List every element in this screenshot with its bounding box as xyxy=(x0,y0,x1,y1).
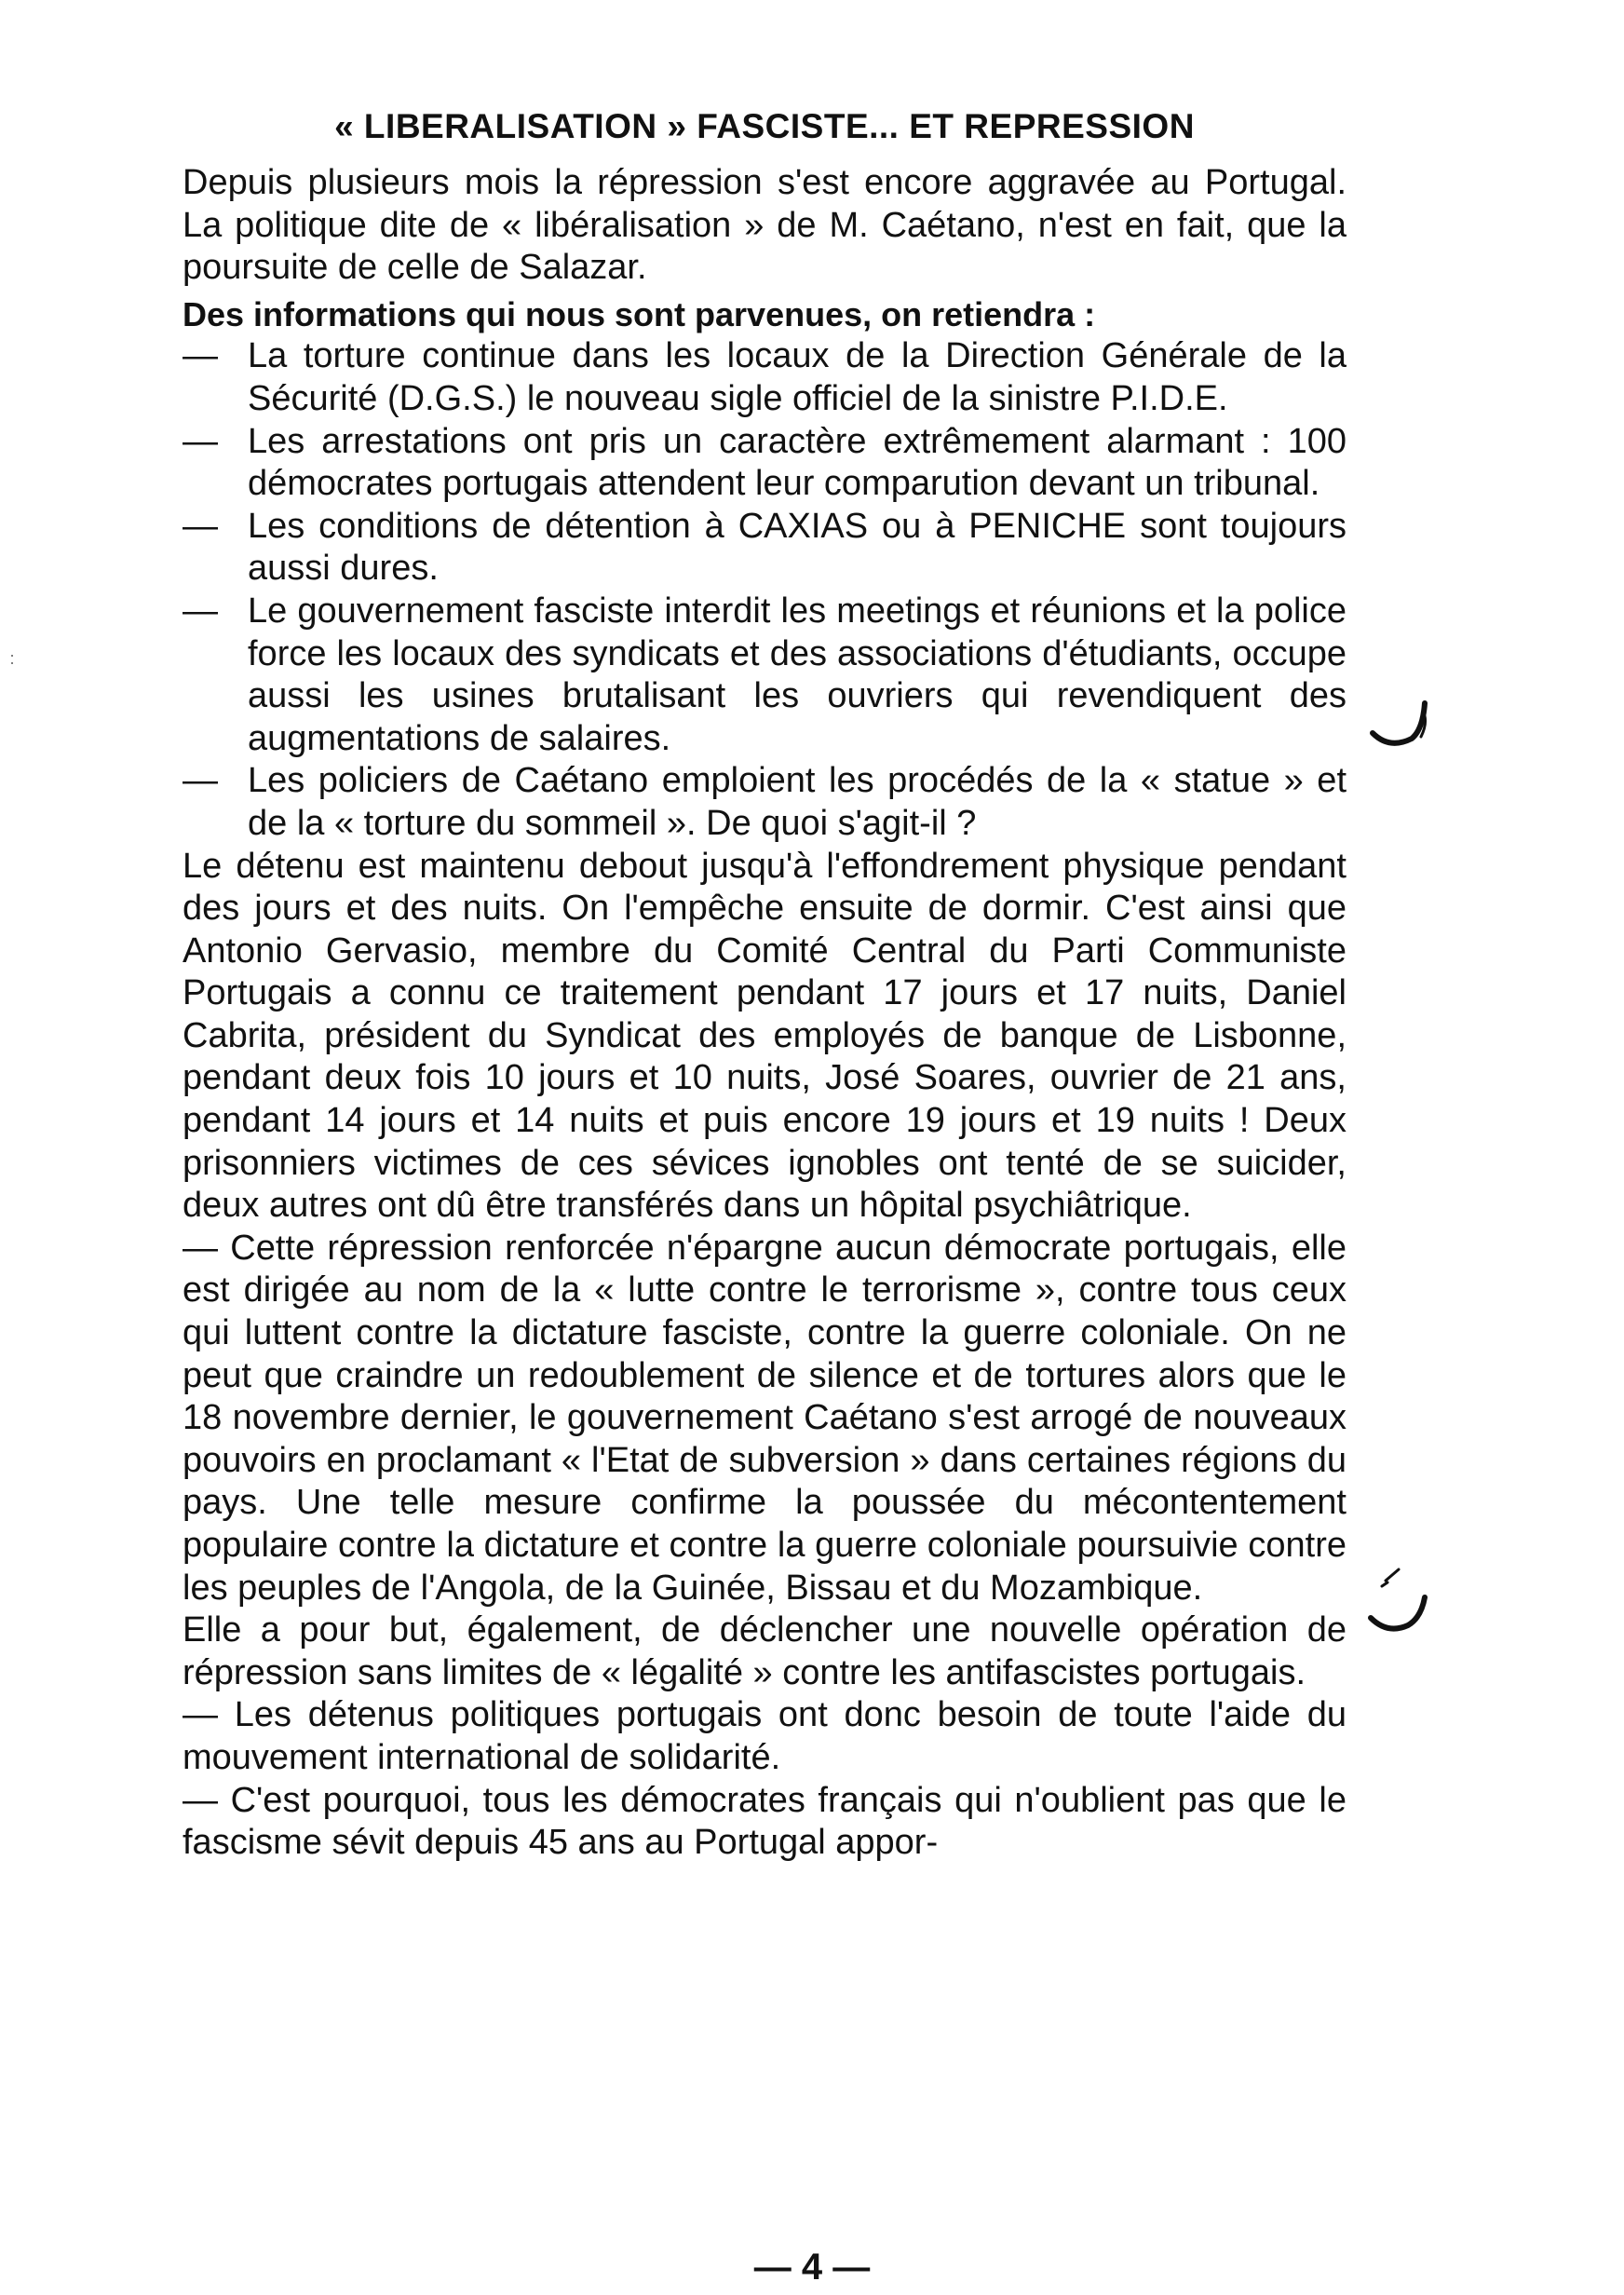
goal-paragraph: Elle a pour but, également, de déclencher une nouvelle opération de répression sans limites de « légalité » contre les antifascistes portugais. xyxy=(183,1610,1347,1692)
testimony-paragraph: Le détenu est maintenu debout jusqu'à l'effondrement physique pendant des jours et des nuits. On l'empêche ensuite de dormir. C'est ainsi que Antonio Gervasio, membre du Comité Central du Parti Communiste Portugais a connu ce traitement pendant 17 jours et 17 nuits, Daniel Cabrita, président du Syndicat des employés de banque de Lisbonne, pendant deux fois 10 jours et 10 nuits, José Soares, ouvrier de 21 ans, pendant 14 jours et 14 nuits et puis encore 19 jours et 19 nuits ! Deux prisonniers victimes de ces sévices ignobles ont tenté de se suicider, deux autres ont dû être transférés dans un hôpital psychiâtrique. xyxy=(183,846,1347,1226)
list-item xyxy=(183,591,1347,760)
repression-paragraph: — Cette répression renforcée n'épargne aucun démocrate portugais, elle est dirigée au nom de la « lutte contre le terrorisme », contre tous ceux qui luttent contre la dictature fasciste, contre la guerre coloniale. On ne peut que craindre un redoublement de silence et de tortures alors que le 18 novembre dernier, le gouvernement Caétano s'est arrogé de nouveaux pouvoirs en proclamant « l'Etat de subversion » dans certaines régions du pays. Une telle mesure confirme la poussée du mécontentement populaire contre la dictature et contre la guerre coloniale poursuivie contre les peuples de l'Angola, de la Guinée, Bissau et du Mozambique. xyxy=(183,1228,1347,1608)
lead-heading: Des informations qui nous sont parvenues, on retiendra : xyxy=(183,294,1096,333)
dash-marker: — xyxy=(183,591,218,631)
list-item-text: Les policiers de Caétano emploient les procédés de la « statue » et de la « torture du sommeil ». De quoi s'agit-il ? xyxy=(248,761,1347,843)
dash-marker: — xyxy=(183,421,218,461)
dash-marker: — xyxy=(183,336,218,376)
list-item xyxy=(183,760,1347,845)
solidarity-paragraph: — Les détenus politiques portugais ont donc besoin de toute l'aide du mouvement international de solidarité. xyxy=(183,1695,1347,1777)
list-item xyxy=(183,421,1347,506)
scan-speck xyxy=(9,652,15,671)
appeal-paragraph: — C'est pourquoi, tous les démocrates français qui n'oublient pas que le fascisme sévit depuis 45 ans au Portugal appor- xyxy=(183,1780,1347,1863)
list-item-text: Les conditions de détention à CAXIAS ou à PENICHE sont toujours aussi dures. xyxy=(248,506,1347,589)
list-item-text: Les arrestations ont pris un caractère extrêmement alarmant : 100 démocrates portugais attendent leur comparution devant un tribunal. xyxy=(248,421,1347,504)
list-item xyxy=(183,335,1347,420)
list-item-text: La torture continue dans les locaux de la Direction Générale de la Sécurité (D.G.S.) le nouveau sigle officiel de la sinistre P.I.D.E. xyxy=(248,336,1347,418)
dash-marker: — xyxy=(183,761,218,801)
intro-paragraph: Depuis plusieurs mois la répression s'est encore aggravée au Portugal. La politique dite de « libéralisation » de M. Caétano, n'est en fait, que la poursuite de celle de Salazar. xyxy=(183,163,1347,288)
page-number: — 4 — xyxy=(753,2247,871,2288)
list-item-text: Le gouvernement fasciste interdit les meetings et réunions et la police force les locaux des syndicats et des associations d'étudiants, occupe aussi les usines brutalisant les ouvriers qui revendiquent des augmentations de salaires. xyxy=(248,591,1347,758)
article-title: « LIBERALISATION » FASCISTE... ET REPRESSION xyxy=(334,107,1195,145)
margin-tick-mark xyxy=(1369,694,1434,759)
article-body xyxy=(183,162,1347,1865)
list-item xyxy=(183,506,1347,591)
dash-marker: — xyxy=(183,506,218,546)
margin-tick-mark xyxy=(1365,1560,1440,1644)
page-content xyxy=(183,101,1347,1865)
